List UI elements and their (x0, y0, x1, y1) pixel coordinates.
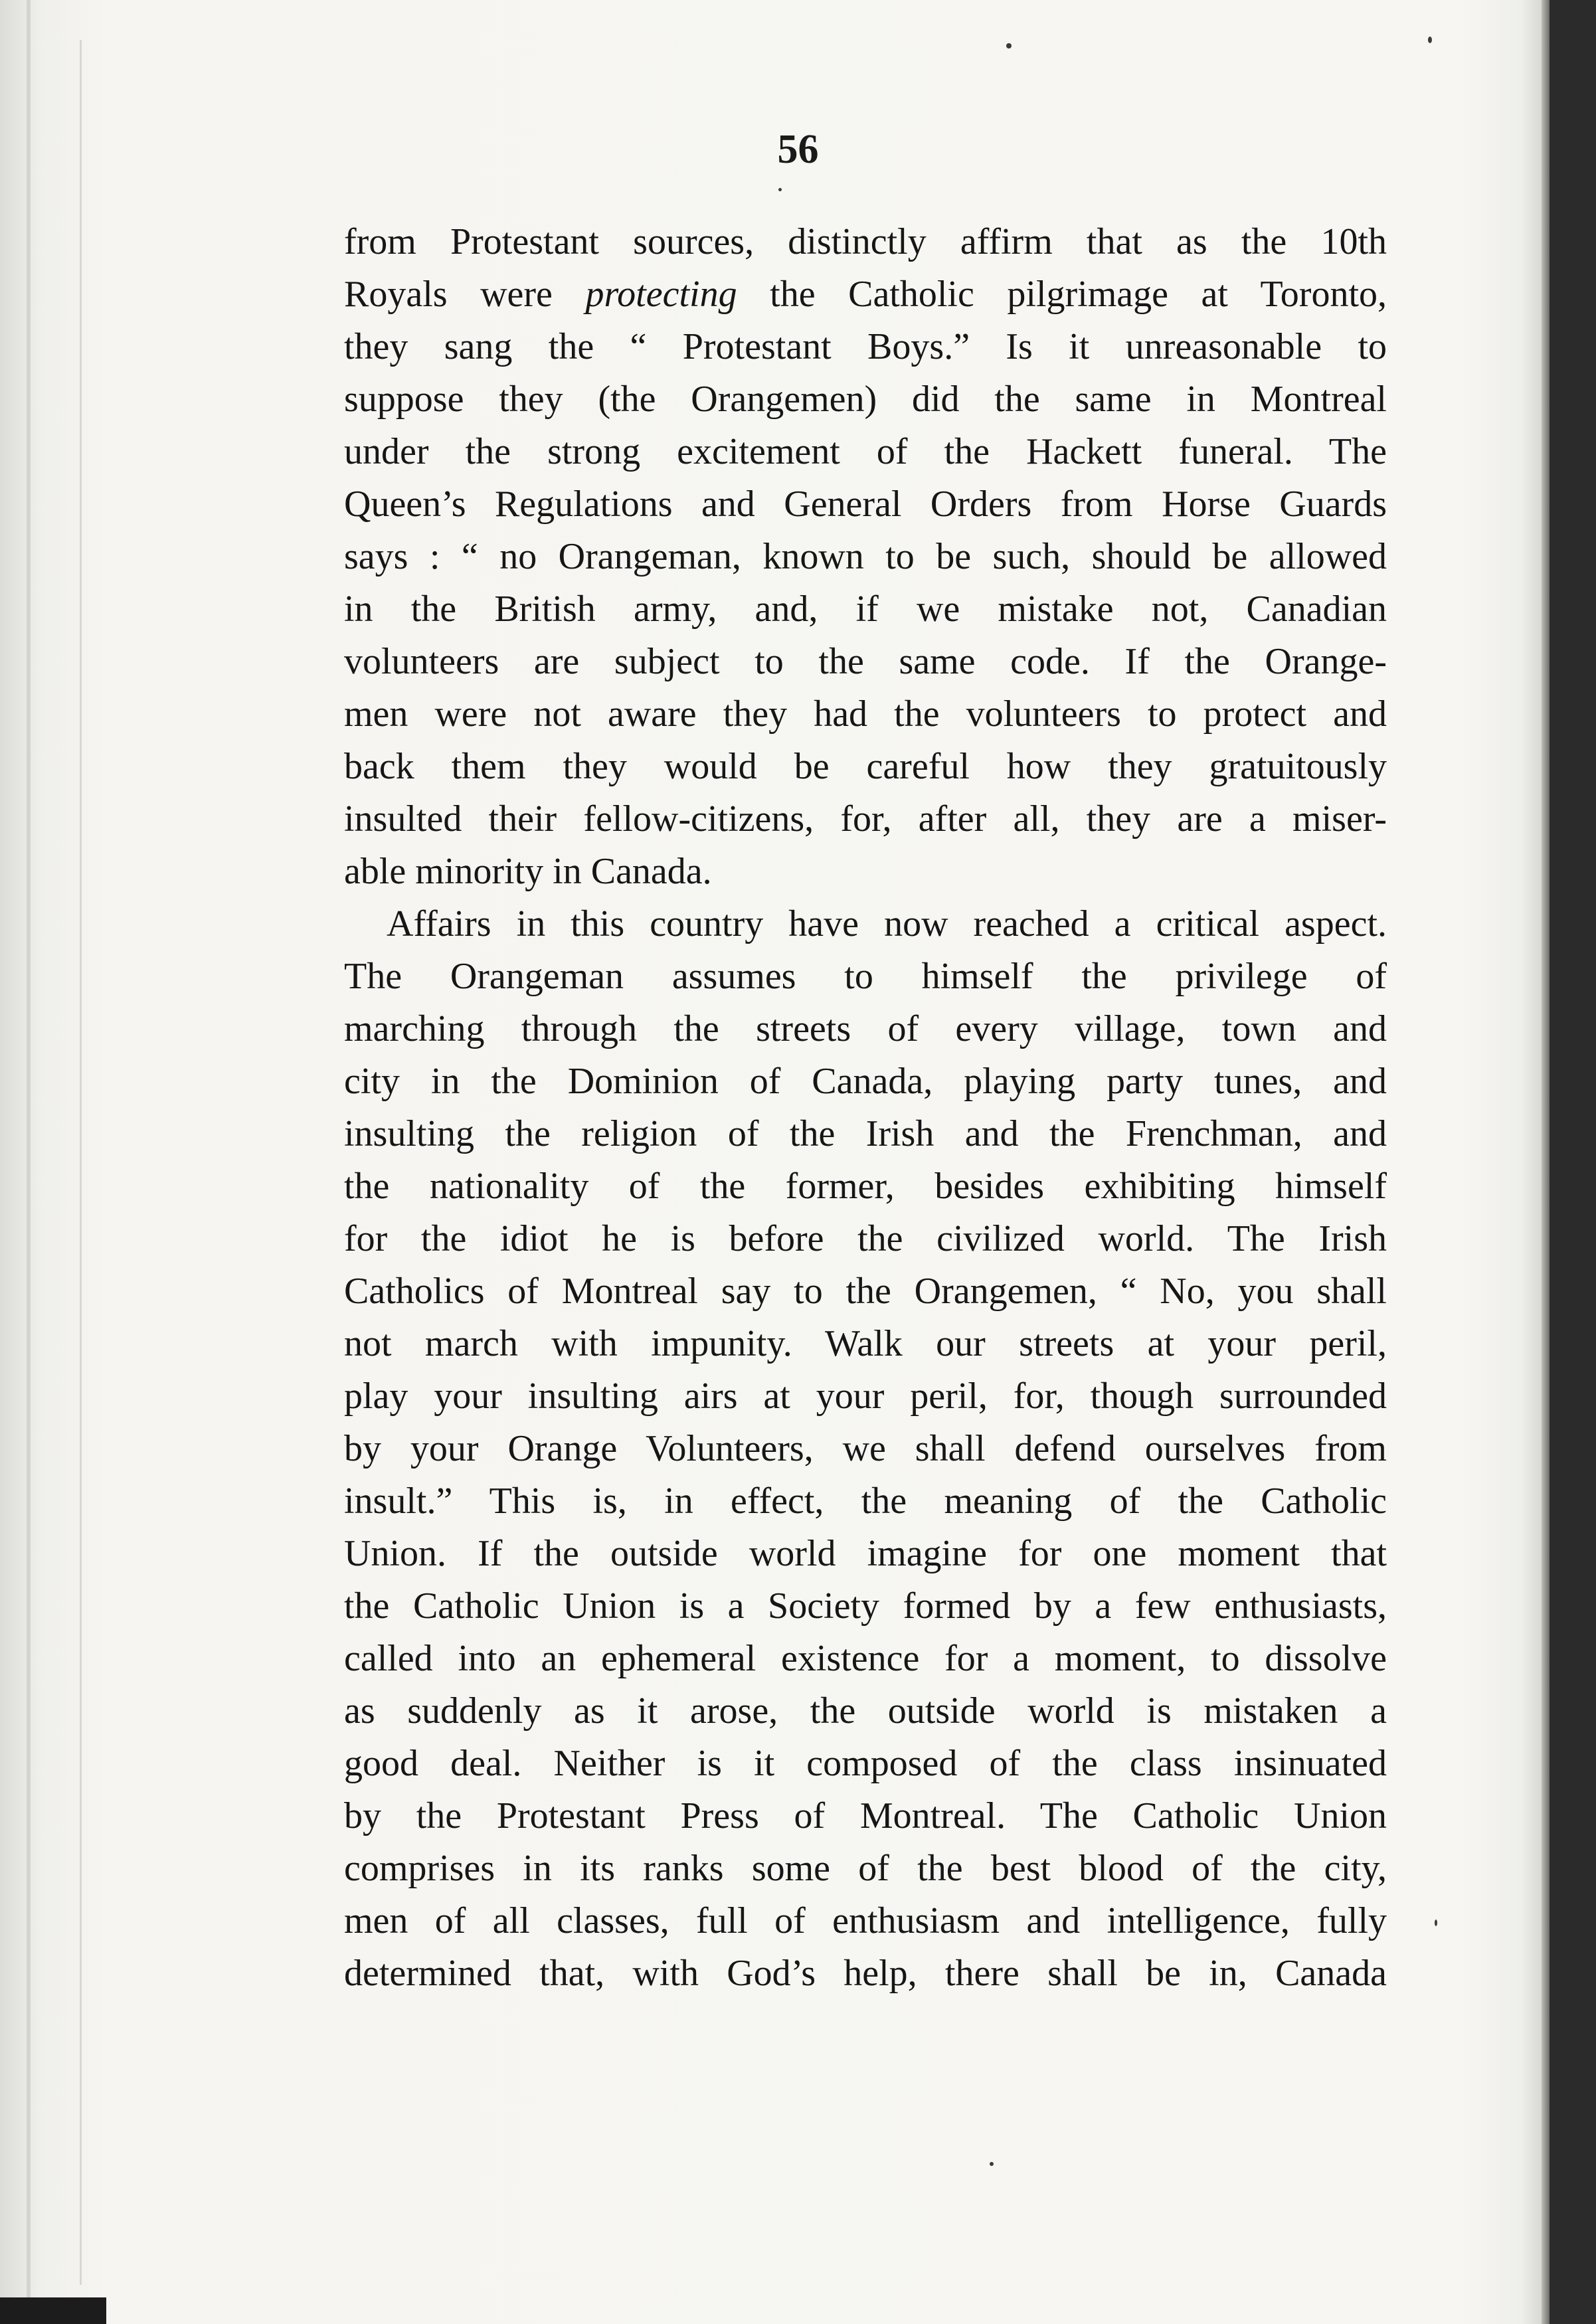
text-line: as suddenly as it arose, the outside world is mistaken a (344, 1690, 1387, 1732)
text-line: Catholics of Montreal say to the Orangemen, “ No, you shall (344, 1271, 1387, 1312)
text-line: suppose they (the Orangemen) did the same in Montreal (344, 379, 1387, 420)
text-line: men were not aware they had the volunteers to protect and (344, 693, 1387, 735)
text-line: says : “ no Orangeman, known to be such, should be allowed (344, 536, 1387, 577)
body-text (344, 216, 1387, 2000)
text-line: The Orangeman assumes to himself the privilege of (344, 956, 1387, 997)
paper-speck (1435, 1920, 1437, 1926)
text-line: by your Orange Volunteers, we shall defend ourselves from (344, 1428, 1387, 1469)
text-line: Union. If the outside world imagine for one moment that (344, 1533, 1387, 1574)
text-line: under the strong excitement of the Hackett funeral. The (344, 431, 1387, 472)
paper-speck (1006, 43, 1012, 48)
paper-speck (990, 2162, 994, 2166)
emphasized-word: protecting (585, 274, 737, 315)
text-line: the nationality of the former, besides exhibiting himself (344, 1166, 1387, 1207)
text-line: in the British army, and, if we mistake not, Canadian (344, 588, 1387, 630)
text-line: men of all classes, full of enthusiasm and intelligence, fully (344, 1900, 1387, 1941)
corner-mark (0, 2297, 106, 2324)
paper-speck (1428, 37, 1432, 43)
text-line: insulted their fellow-citizens, for, after all, they are a miser- (344, 798, 1387, 840)
text-line: marching through the streets of every village, town and (344, 1008, 1387, 1049)
text-line: volunteers are subject to the same code. If the Orange- (344, 641, 1387, 682)
text-line: comprises in its ranks some of the best blood of the city, (344, 1848, 1387, 1889)
text-line: play your insulting airs at your peril, for, though surrounded (344, 1376, 1387, 1417)
text-line-with-emphasis (344, 268, 1387, 321)
left-margin-line (80, 40, 82, 2285)
text-line: called into an ephemeral existence for a moment, to dissolve (344, 1638, 1387, 1679)
text-line: determined that, with God’s help, there shall be in, Canada (344, 1953, 1387, 1994)
text-line: good deal. Neither is it composed of the class insinuated (344, 1743, 1387, 1784)
text-line: by the Protestant Press of Montreal. The Catholic Union (344, 1795, 1387, 1836)
text-line: Queen’s Regulations and General Orders from Horse Guards (344, 484, 1387, 525)
text-line: not march with impunity. Walk our streets at your peril, (344, 1323, 1387, 1364)
text-line: insulting the religion of the Irish and the Frenchman, and (344, 1113, 1387, 1154)
text-line: the Catholic Union is a Society formed by a few enthusiasts, (344, 1585, 1387, 1627)
paper-speck (778, 188, 782, 191)
text-segment: Royals were (344, 274, 586, 315)
text-line-paragraph-end: able minority in Canada. (344, 851, 712, 892)
text-line: insult.” This is, in effect, the meaning of the Catholic (344, 1480, 1387, 1522)
book-binding (1550, 0, 1596, 2324)
text-segment: the Catholic pilgrimage at Toronto, (737, 274, 1387, 315)
left-page-shadow (27, 0, 31, 2324)
text-line: city in the Dominion of Canada, playing party tunes, and (344, 1061, 1387, 1102)
text-line-paragraph-start: Affairs in this country have now reached a critical aspect. (387, 903, 1387, 944)
text-line: back them they would be careful how they gratuitously (344, 746, 1387, 787)
text-line: for the idiot he is before the civilized world. The Irish (344, 1218, 1387, 1259)
binding-edge (1542, 0, 1550, 2324)
text-line: from Protestant sources, distinctly affirm that as the 10th (344, 221, 1387, 262)
text-line: they sang the “ Protestant Boys.” Is it unreasonable to (344, 326, 1387, 367)
page-number: 56 (777, 127, 819, 172)
